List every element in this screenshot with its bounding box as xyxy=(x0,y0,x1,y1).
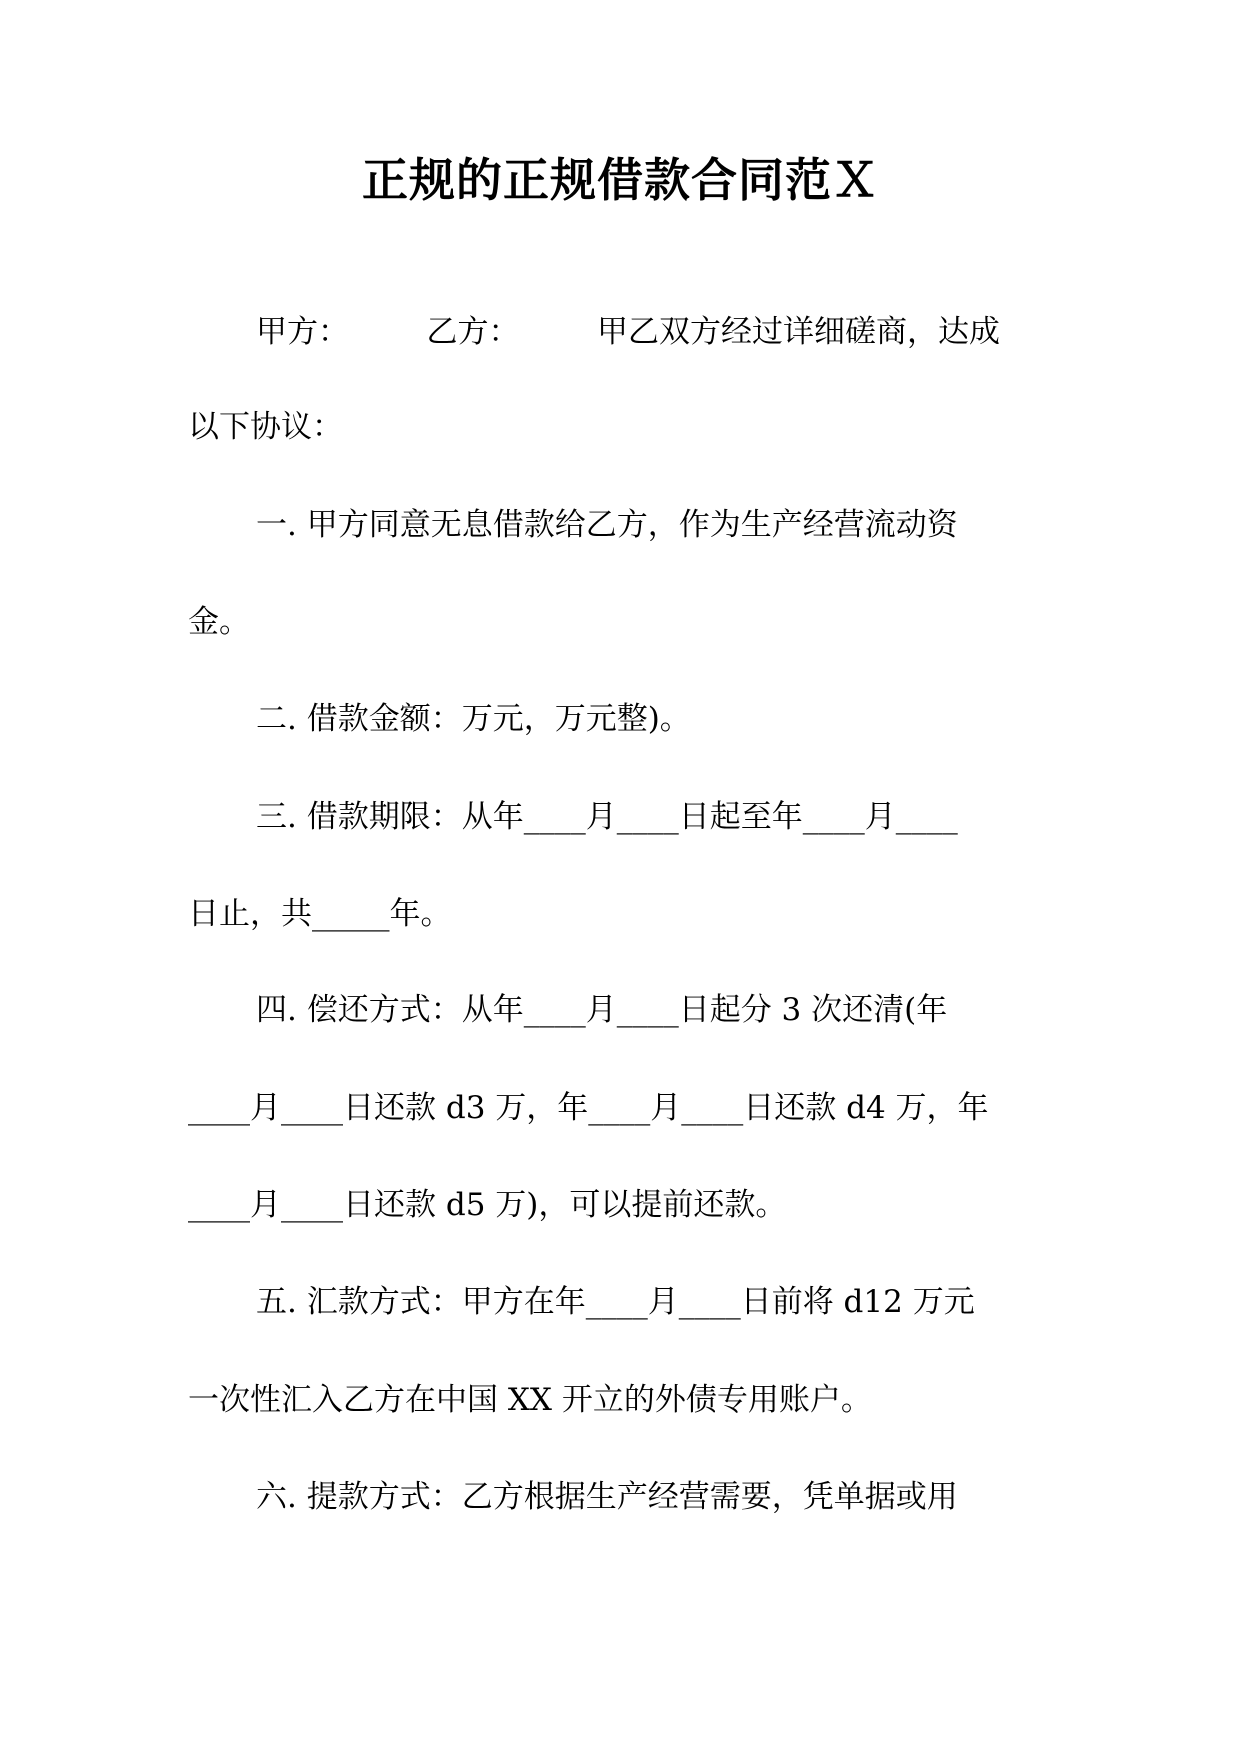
paragraph-line: 二. 借款金额：万元，万元整)。 xyxy=(256,701,691,737)
paragraph-line: 以下协议： xyxy=(188,409,343,445)
paragraph-line: ____月____日还款 d5 万)，可以提前还款。 xyxy=(188,1187,787,1223)
paragraph-line: 五. 汇款方式：甲方在年____月____日前将 d12 万元 xyxy=(256,1284,975,1320)
paragraph-line: 一次性汇入乙方在中国 XX 开立的外债专用账户。 xyxy=(188,1382,872,1418)
paragraph-line: 四. 偿还方式：从年____月____日起分 3 次还清(年 xyxy=(256,992,948,1028)
paragraph-line: 甲方： 乙方： 甲乙双方经过详细磋商，达成 xyxy=(256,314,1000,350)
paragraph-line: ____月____日还款 d3 万，年____月____日还款 d4 万，年 xyxy=(188,1090,989,1126)
paragraph-line: 日止，共_____年。 xyxy=(188,896,452,932)
paragraph-line: 一. 甲方同意无息借款给乙方，作为生产经营流动资 xyxy=(256,507,958,543)
paragraph-line: 金。 xyxy=(188,604,250,640)
paragraph-line: 六. 提款方式：乙方根据生产经营需要，凭单据或用 xyxy=(256,1479,958,1515)
document-title: 正规的正规借款合同范Ｘ xyxy=(362,153,879,207)
paragraph-line: 三. 借款期限：从年____月____日起至年____月____ xyxy=(256,799,958,835)
